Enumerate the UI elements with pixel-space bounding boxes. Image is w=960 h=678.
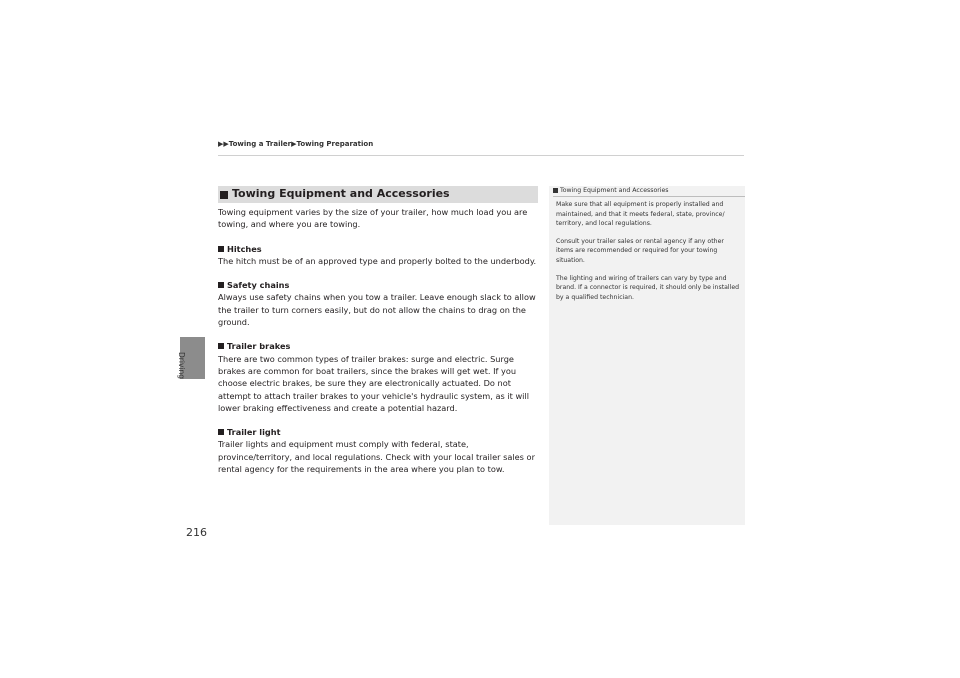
subheading-label: Hitches [227, 243, 262, 254]
arrow-icon: ▶▶ [218, 140, 229, 148]
header-divider [218, 155, 744, 156]
subheading-label: Trailer brakes [227, 341, 291, 352]
section-intro: Towing equipment varies by the size of your trailer, how much load you are towing, and where you are towing. [218, 207, 528, 230]
note-title[interactable]: Towing Equipment and Accessories [560, 187, 669, 194]
breadcrumb [218, 140, 373, 148]
paragraph-trailer-brakes: There are two common types of trailer brakes: surge and electric. Surge brakes are common for boat trailers, since the brakes will get wet. If you choose electric brakes, be sure they are electronically actuated. Do not attempt to attach trailer brakes to your vehicle's hydraulic system, as it will lower braking effectiveness and create a potential hazard. [218, 353, 529, 413]
page-number: 216 [186, 526, 207, 539]
note-paragraph: The lighting and wiring of trailers can vary by type and brand. If a connector is required, it should only be installed by a qualified technician. [556, 274, 740, 301]
square-bullet-icon [218, 429, 224, 435]
note-body [556, 200, 740, 310]
breadcrumb-part-1[interactable]: Towing a Trailer [228, 140, 292, 148]
square-bullet-icon [218, 343, 224, 349]
subheading-label: Trailer light [227, 427, 281, 438]
note-icon [553, 188, 558, 193]
subheading-trailer-light [218, 426, 538, 438]
note-paragraph: Consult your trailer sales or rental agency if any other items are recommended or required for your towing situation. [556, 237, 724, 264]
subheading-hitches [218, 243, 538, 255]
square-bullet-icon [218, 282, 224, 288]
paragraph-trailer-light: Trailer lights and equipment must comply with federal, state, province/territory, and local regulations. Check with your local trailer sales or rental agency for the requirements in the area where you plan to tow. [218, 439, 535, 475]
note-heading [553, 187, 745, 197]
square-bullet-icon [218, 246, 224, 252]
paragraph-hitches: The hitch must be of an approved type and properly bolted to the underbody. [218, 255, 537, 266]
section-heading [218, 186, 538, 203]
section-title: Towing Equipment and Accessories [232, 187, 450, 201]
paragraph-safety-chains: Always use safety chains when you tow a trailer. Leave enough slack to allow the trailer to turn corners easily, but do not allow the chains to drag on the ground. [218, 292, 536, 328]
breadcrumb-part-2[interactable]: Towing Preparation [296, 140, 374, 148]
main-content [218, 186, 538, 475]
note-paragraph: Make sure that all equipment is properly installed and maintained, and that it meets federal, state, province/ territory, and local regulations. [556, 201, 725, 228]
arrow-icon: ▶ [291, 140, 297, 148]
subheading-safety-chains [218, 279, 538, 291]
subheading-trailer-brakes [218, 340, 538, 352]
subheading-label: Safety chains [227, 280, 290, 291]
chapter-label: Driving [177, 352, 186, 379]
square-bullet-icon [220, 191, 228, 199]
